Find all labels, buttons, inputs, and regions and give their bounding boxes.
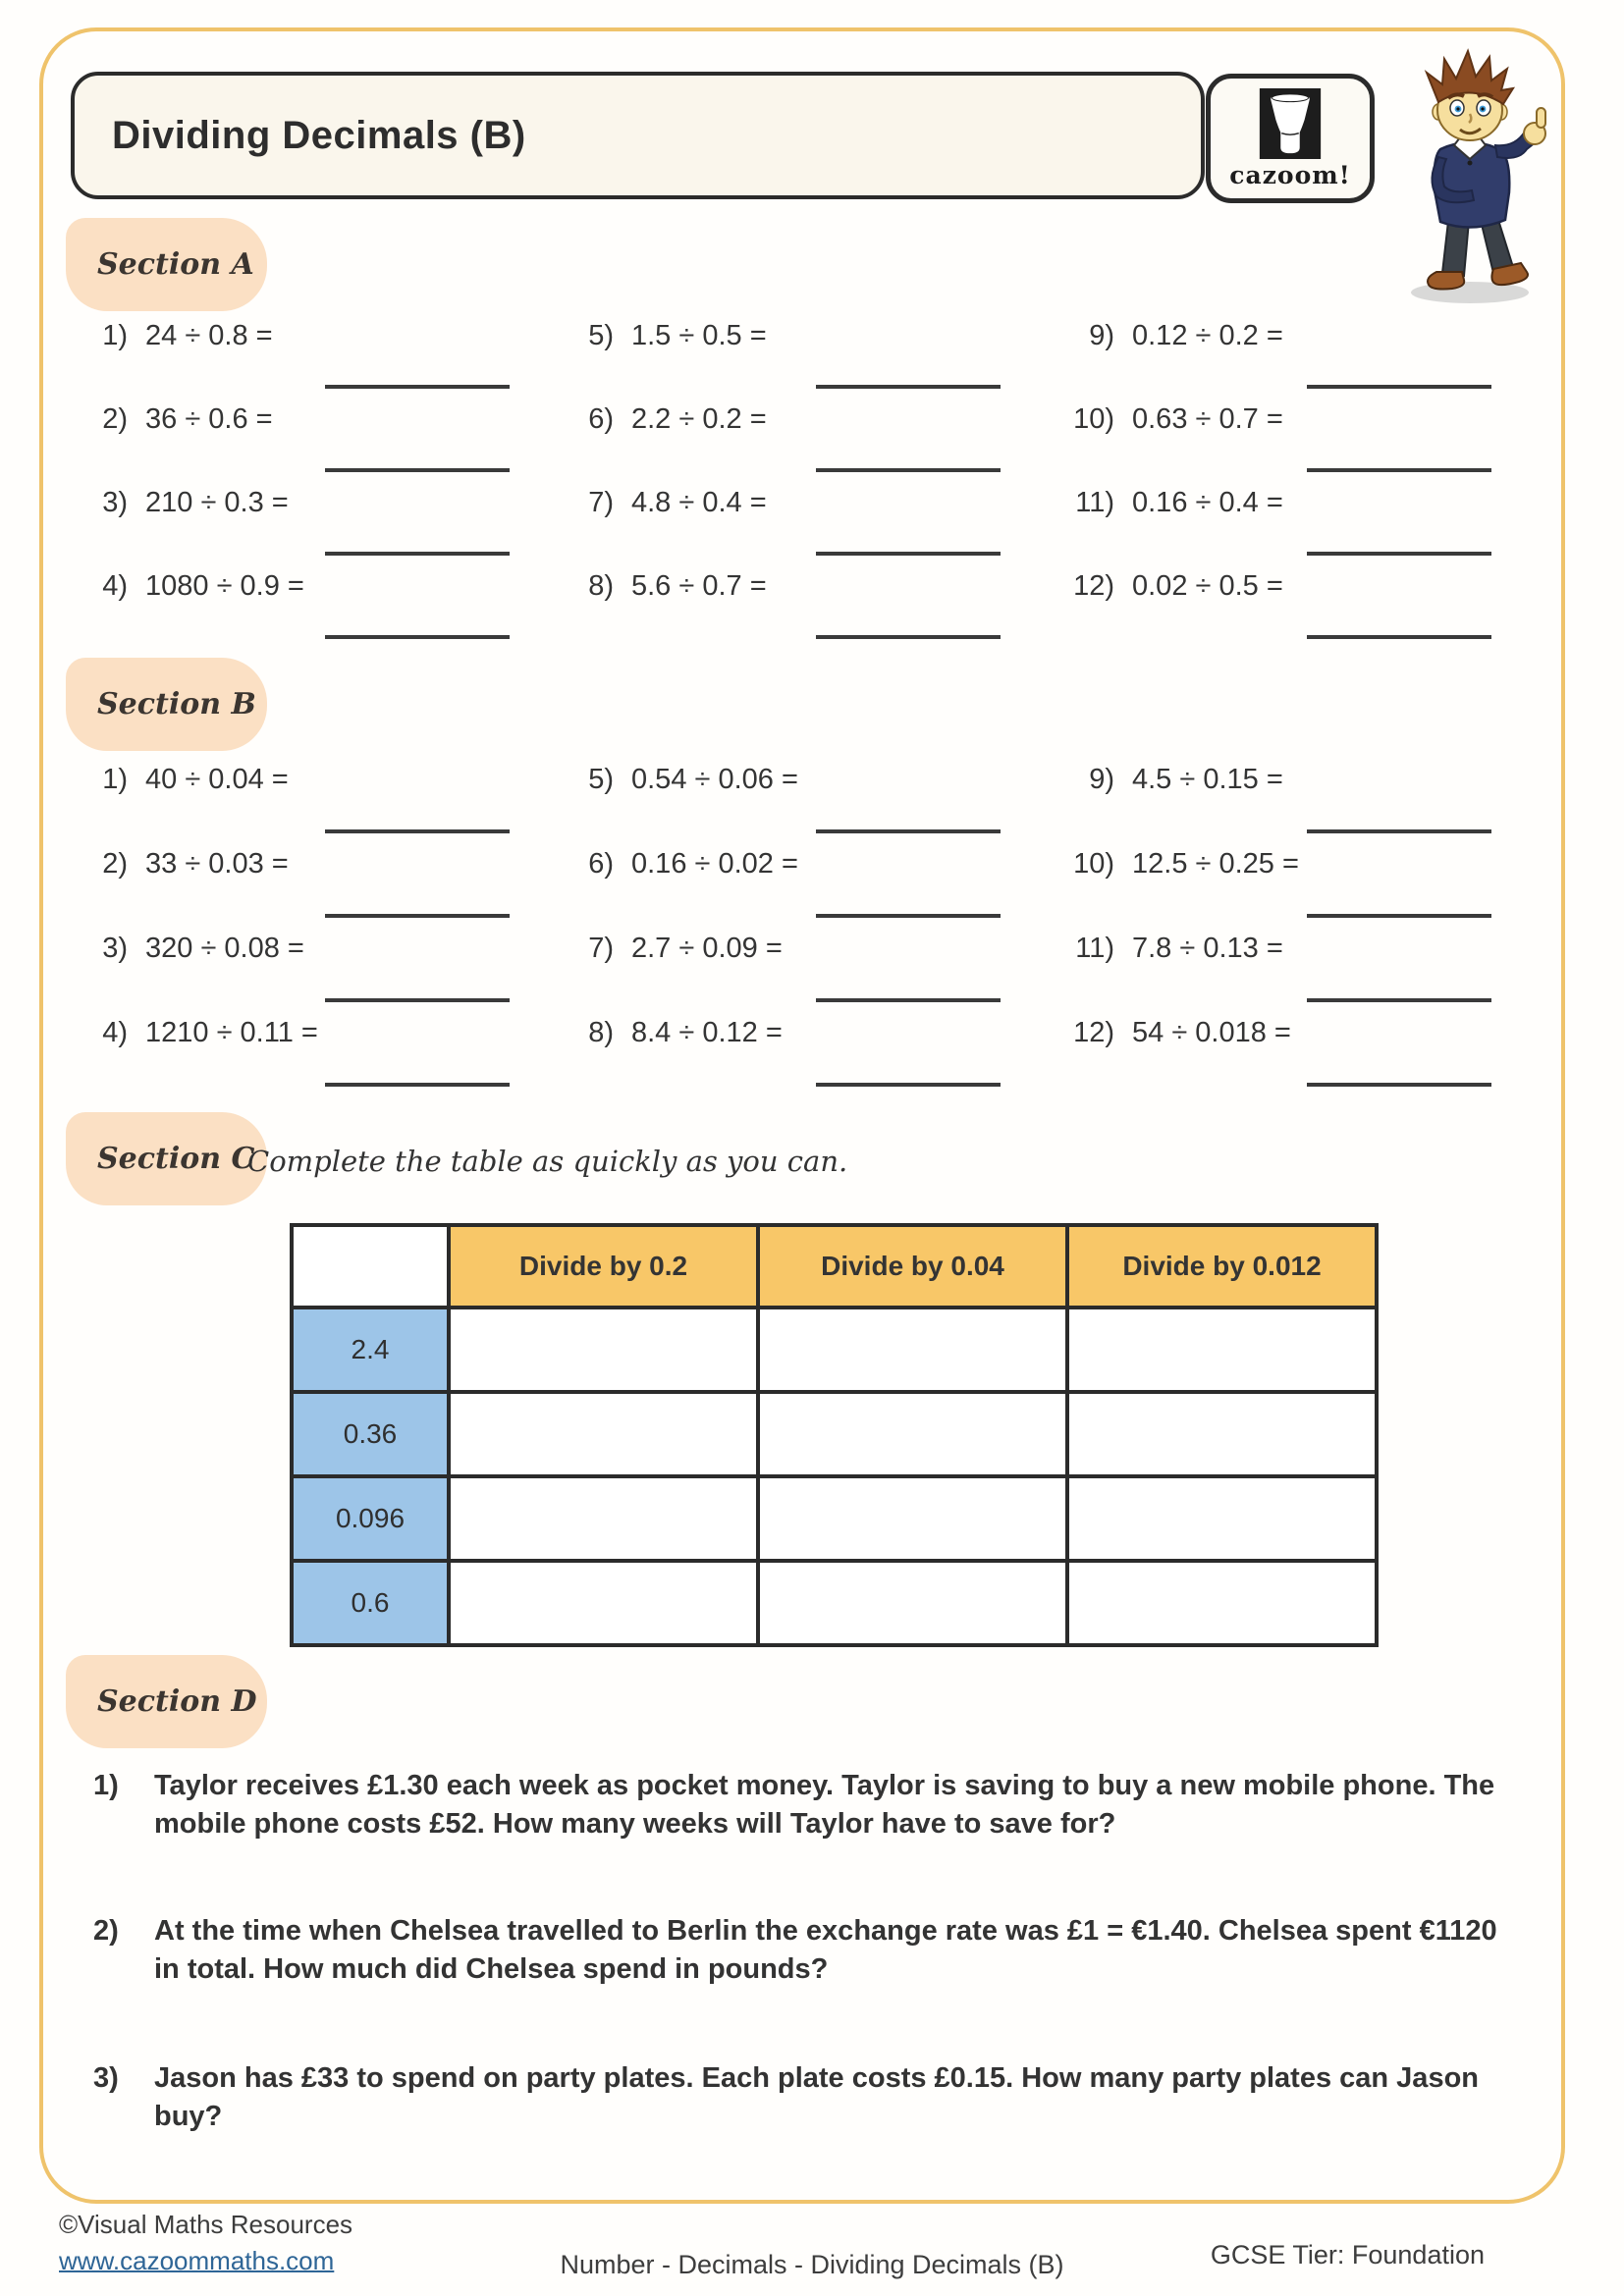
question-expression: 54 ÷ 0.018 =: [1132, 1017, 1291, 1048]
footer-topic-text: Number - Decimals - Dividing Decimals (B): [560, 2250, 1064, 2279]
question-row: [83, 485, 523, 568]
question-row: [1014, 846, 1505, 931]
question-number: 12): [1073, 570, 1114, 602]
question-row: [1014, 762, 1505, 846]
answer-blank-line: [1307, 998, 1491, 1002]
question-number: 4): [102, 1017, 128, 1048]
question-number: 1): [102, 320, 128, 351]
section-a-badge: [66, 218, 267, 311]
question-number: 11): [1075, 933, 1114, 964]
table-row: [292, 1561, 1377, 1645]
table-answer-cell: [1067, 1392, 1377, 1476]
answer-blank-line: [1307, 552, 1491, 556]
section-b-badge: [66, 658, 267, 751]
question-number: 3): [102, 487, 128, 518]
question-row: [83, 931, 523, 1015]
table-answer-cell: [758, 1561, 1067, 1645]
question-text: [1014, 485, 1505, 519]
table-corner-cell: [292, 1225, 449, 1308]
question-expression: 24 ÷ 0.8 =: [145, 320, 273, 351]
table-answer-cell: [758, 1392, 1067, 1476]
question-row: [523, 401, 1014, 485]
answer-blank-line: [816, 829, 1001, 833]
question-text: [1014, 1015, 1505, 1049]
question-row: [523, 846, 1014, 931]
question-row: [83, 762, 523, 846]
table-column-header: Divide by 0.012: [1067, 1225, 1377, 1308]
question-expression: 2.7 ÷ 0.09 =: [631, 933, 783, 964]
answer-blank-line: [325, 385, 510, 389]
question-expression: 2.2 ÷ 0.2 =: [631, 403, 767, 435]
table-answer-cell: [1067, 1308, 1377, 1392]
question-expression: 4.8 ÷ 0.4 =: [631, 487, 767, 518]
question-expression: 36 ÷ 0.6 =: [145, 403, 273, 435]
footer-tier-text: GCSE Tier: Foundation: [1210, 2240, 1485, 2269]
question-row: [83, 1015, 523, 1099]
question-row: [83, 318, 523, 401]
question-row: [1014, 1015, 1505, 1099]
question-row: [523, 485, 1014, 568]
question-number: 12): [1073, 1017, 1114, 1048]
question-number: 3): [93, 2062, 119, 2094]
section-b-label: Section B: [97, 687, 256, 721]
question-number: 6): [588, 848, 614, 880]
section-c-badge: [66, 1112, 267, 1205]
question-text: Jason has £33 to spend on party plates. Each plate costs £0.15. How many party plates can Jason buy?: [154, 2062, 1479, 2132]
question-row: [1014, 568, 1505, 652]
question-expression: 0.54 ÷ 0.06 =: [631, 764, 798, 795]
table-answer-cell: [758, 1308, 1067, 1392]
question-expression: 1210 ÷ 0.11 =: [145, 1017, 318, 1048]
question-text: [523, 485, 1014, 519]
section-a-label: Section A: [97, 247, 254, 282]
answer-blank-line: [325, 829, 510, 833]
page-title: Dividing Decimals (B): [112, 113, 526, 157]
question-text: [83, 846, 523, 881]
question-row: [83, 401, 523, 485]
mascot-boy-illustration: [1380, 47, 1564, 310]
answer-blank-line: [816, 635, 1001, 639]
question-number: 6): [588, 403, 614, 435]
question-text: [523, 568, 1014, 603]
question-row: [83, 568, 523, 652]
question-expression: 1.5 ÷ 0.5 =: [631, 320, 767, 351]
question-text: [523, 931, 1014, 965]
question-row: [523, 1015, 1014, 1099]
answer-blank-line: [816, 385, 1001, 389]
question-row: [523, 568, 1014, 652]
question-text: [1014, 568, 1505, 603]
question-text: [1014, 931, 1505, 965]
question-text: [523, 846, 1014, 881]
answer-blank-line: [1307, 468, 1491, 472]
section-b-questions: [83, 762, 1505, 1099]
table-row: [292, 1392, 1377, 1476]
answer-blank-line: [1307, 385, 1491, 389]
copyright-text: ©Visual Maths Resources: [59, 2210, 353, 2239]
question-row: [523, 318, 1014, 401]
question-text: [523, 318, 1014, 352]
question-text: [83, 401, 523, 436]
question-number: 2): [102, 403, 128, 435]
question-row: [1014, 931, 1505, 1015]
section-d-badge: [66, 1655, 267, 1748]
question-row: [1014, 318, 1505, 401]
question-row: [523, 762, 1014, 846]
question-row: [1014, 485, 1505, 568]
question-row: [83, 846, 523, 931]
question-text: [83, 762, 523, 796]
table-row-header: 0.36: [292, 1392, 449, 1476]
answer-blank-line: [1307, 635, 1491, 639]
question-number: 9): [1089, 320, 1114, 351]
question-text: [1014, 401, 1505, 436]
table-row-header: 0.6: [292, 1561, 449, 1645]
question-number: 8): [588, 570, 614, 602]
question-row: [523, 931, 1014, 1015]
answer-blank-line: [816, 998, 1001, 1002]
question-number: 9): [1089, 764, 1114, 795]
question-text: [83, 318, 523, 352]
section-c-label: Section C: [97, 1142, 255, 1176]
question-text: [523, 762, 1014, 796]
question-text: [1014, 318, 1505, 352]
question-expression: 0.16 ÷ 0.02 =: [631, 848, 798, 880]
question-expression: 0.63 ÷ 0.7 =: [1132, 403, 1283, 435]
question-text: [1014, 762, 1505, 796]
table-answer-cell: [1067, 1561, 1377, 1645]
table-answer-cell: [1067, 1476, 1377, 1561]
website-link[interactable]: www.cazoommaths.com: [59, 2246, 335, 2275]
table-answer-cell: [449, 1392, 758, 1476]
answer-blank-line: [816, 552, 1001, 556]
question-number: 7): [588, 933, 614, 964]
division-table: [290, 1223, 1379, 1647]
table-header-row: [292, 1225, 1377, 1308]
question-number: 4): [102, 570, 128, 602]
question-text: [1014, 846, 1505, 881]
question-number: 8): [588, 1017, 614, 1048]
section-d-label: Section D: [97, 1684, 257, 1719]
question-row: [1014, 401, 1505, 485]
question-text: [523, 1015, 1014, 1049]
question-expression: 0.02 ÷ 0.5 =: [1132, 570, 1283, 602]
question-expression: 5.6 ÷ 0.7 =: [631, 570, 767, 602]
table-column-header: Divide by 0.2: [449, 1225, 758, 1308]
question-text: At the time when Chelsea travelled to Berlin the exchange rate was £1 = €1.40. Chelsea spent €1120 in total. How much did Chelsea spend in pounds?: [154, 1915, 1497, 1985]
question-text: [83, 485, 523, 519]
question-number: 5): [588, 764, 614, 795]
table-row: [292, 1476, 1377, 1561]
question-number: 2): [93, 1915, 119, 1947]
question-expression: 12.5 ÷ 0.25 =: [1132, 848, 1299, 880]
table-answer-cell: [449, 1561, 758, 1645]
answer-blank-line: [816, 1083, 1001, 1087]
section-c-instruction: Complete the table as quickly as you can.: [247, 1145, 848, 1178]
answer-blank-line: [325, 635, 510, 639]
question-number: 7): [588, 487, 614, 518]
answer-blank-line: [325, 914, 510, 918]
question-number: 1): [93, 1770, 119, 1801]
answer-blank-line: [1307, 914, 1491, 918]
question-number: 1): [102, 764, 128, 795]
question-expression: 210 ÷ 0.3 =: [145, 487, 289, 518]
question-number: 2): [102, 848, 128, 880]
answer-blank-line: [325, 552, 510, 556]
word-problem: [93, 1767, 1517, 1843]
question-expression: 40 ÷ 0.04 =: [145, 764, 289, 795]
question-expression: 0.12 ÷ 0.2 =: [1132, 320, 1283, 351]
question-number: 5): [588, 320, 614, 351]
table-answer-cell: [449, 1308, 758, 1392]
question-number: 11): [1075, 487, 1114, 518]
cazoom-logo-box: [1206, 74, 1375, 203]
question-expression: 0.16 ÷ 0.4 =: [1132, 487, 1283, 518]
word-problem: [93, 1912, 1517, 1989]
question-expression: 7.8 ÷ 0.13 =: [1132, 933, 1283, 964]
answer-blank-line: [816, 468, 1001, 472]
table-answer-cell: [449, 1476, 758, 1561]
answer-blank-line: [816, 914, 1001, 918]
djembe-drum-icon: [1258, 88, 1323, 159]
cazoom-logo-text: cazoom!: [1229, 160, 1351, 189]
answer-blank-line: [1307, 829, 1491, 833]
question-expression: 320 ÷ 0.08 =: [145, 933, 304, 964]
question-expression: 4.5 ÷ 0.15 =: [1132, 764, 1283, 795]
question-number: 10): [1073, 848, 1114, 880]
word-problem: [93, 2059, 1517, 2136]
answer-blank-line: [325, 468, 510, 472]
question-text: [83, 1015, 523, 1049]
question-text: [523, 401, 1014, 436]
table-row-header: 2.4: [292, 1308, 449, 1392]
question-text: [83, 568, 523, 603]
answer-blank-line: [325, 1083, 510, 1087]
table-row-header: 0.096: [292, 1476, 449, 1561]
title-box: [71, 72, 1205, 199]
question-expression: 1080 ÷ 0.9 =: [145, 570, 304, 602]
question-expression: 33 ÷ 0.03 =: [145, 848, 289, 880]
section-a-questions: [83, 318, 1505, 652]
table-column-header: Divide by 0.04: [758, 1225, 1067, 1308]
table-row: [292, 1308, 1377, 1392]
question-number: 10): [1073, 403, 1114, 435]
answer-blank-line: [1307, 1083, 1491, 1087]
question-text: Taylor receives £1.30 each week as pocket money. Taylor is saving to buy a new mobile phone. The mobile phone costs £52. How many weeks will Taylor have to save for?: [154, 1770, 1495, 1840]
question-expression: 8.4 ÷ 0.12 =: [631, 1017, 783, 1048]
table-answer-cell: [758, 1476, 1067, 1561]
question-number: 3): [102, 933, 128, 964]
question-text: [83, 931, 523, 965]
answer-blank-line: [325, 998, 510, 1002]
